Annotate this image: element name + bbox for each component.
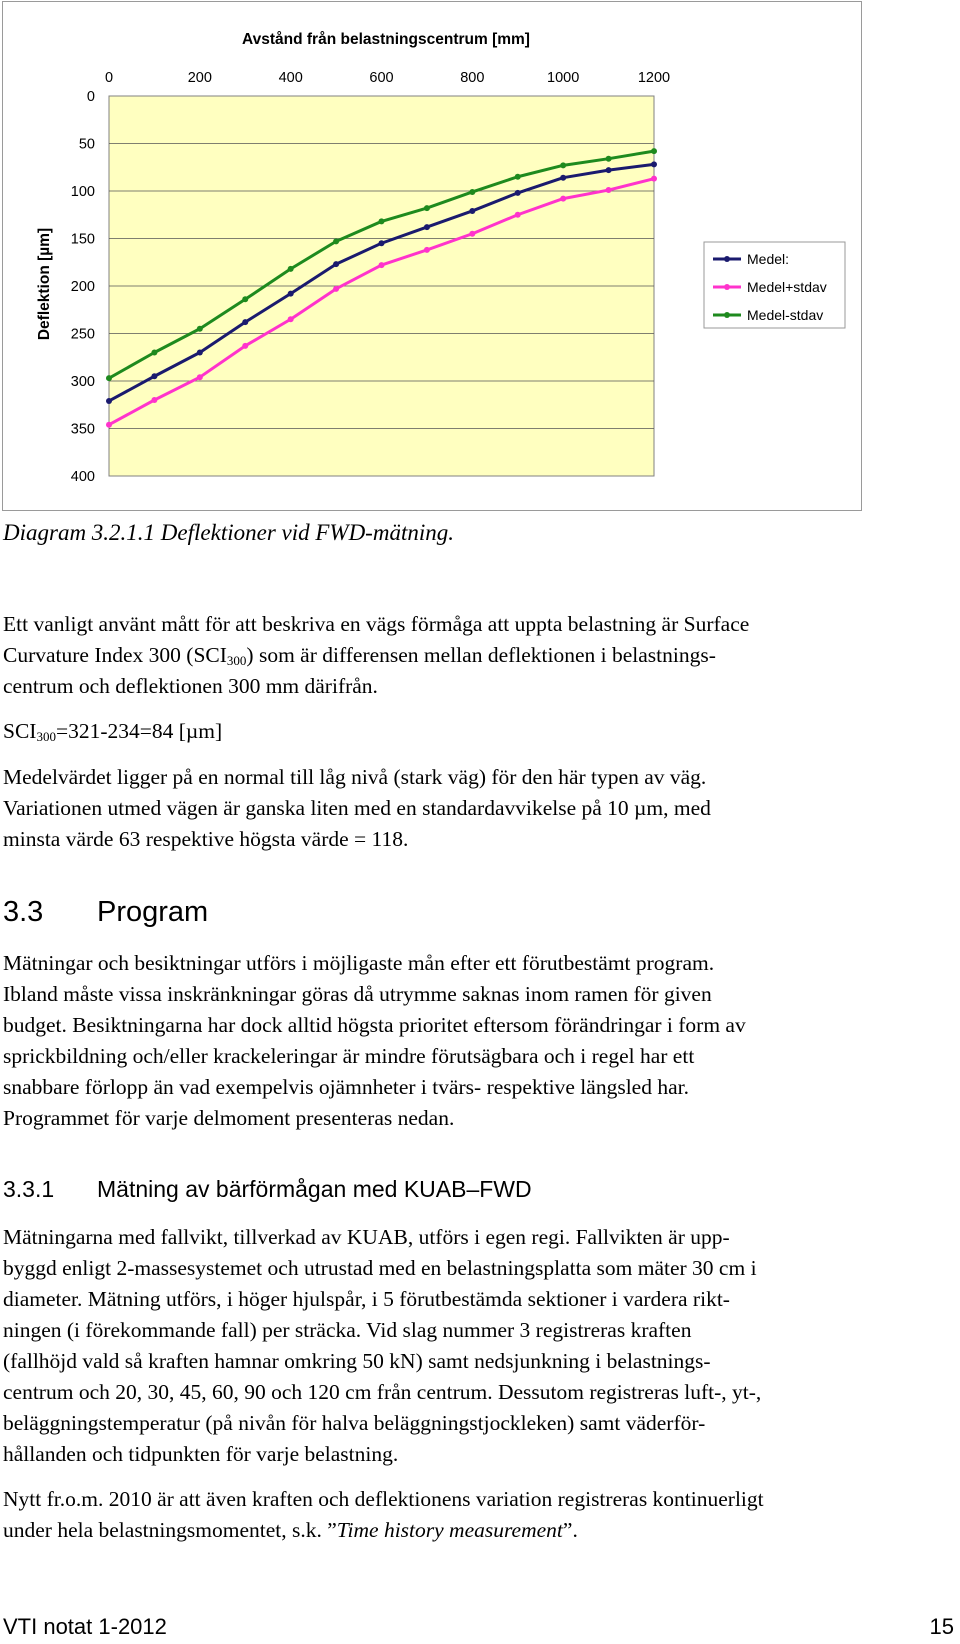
data-point [606, 156, 612, 162]
paragraph-medel [3, 762, 958, 855]
data-point [424, 247, 430, 253]
y-tick-label: 150 [70, 231, 95, 248]
text-line: centrum och 20, 30, 45, 60, 90 och 120 cm från centrum. Dessutom registreras luft-, yt-, [3, 1380, 762, 1404]
text-line: (fallhöjd vald så kraften hamnar omkring 50 kN) samt nedsjunkning i belastnings- [3, 1349, 711, 1373]
footer-left: VTI notat 1-2012 [3, 1614, 167, 1639]
data-point [197, 374, 203, 380]
y-tick-label: 0 [86, 89, 95, 105]
text-line: budget. Besiktningarna har dock alltid högsta prioritet eftersom förändringar i form av [3, 1013, 746, 1037]
data-point [379, 240, 385, 246]
data-point [515, 212, 521, 218]
data-point [560, 175, 566, 181]
text-line: hållanden och tidpunkten för varje belastning. [3, 1442, 399, 1466]
data-point [151, 373, 157, 379]
data-point [333, 261, 339, 267]
chart-svg [3, 2, 861, 510]
data-point [106, 422, 112, 428]
text-segment: under hela belastningsmomentet, s.k. ” [3, 1518, 337, 1542]
data-point [151, 397, 157, 403]
data-point [560, 196, 566, 202]
x-tick-label: 400 [278, 70, 303, 86]
text-line: Variationen utmed vägen är ganska liten med en standardavvikelse på 10 µm, med [3, 796, 711, 820]
text-line: snabbare förlopp än vad exempelvis ojämnheter i tvärs- respektive längsled har. [3, 1075, 689, 1099]
x-tick-label: 800 [460, 70, 485, 86]
chart-title: Avstånd från belastningscentrum [mm] [242, 31, 530, 48]
data-point [333, 286, 339, 292]
subsection-heading [3, 1176, 532, 1203]
data-point [424, 224, 430, 230]
legend-marker [724, 312, 730, 318]
data-point [106, 375, 112, 381]
text-line: Mätningar och besiktningar utförs i möjligaste mån efter ett förutbestämt program. [3, 951, 715, 975]
subsection-title: Mätning av bärförmågan med KUAB–FWD [97, 1176, 532, 1202]
data-point [651, 176, 657, 182]
text-line: Ett vanligt använt mått för att beskriva en vägs förmåga att uppta belastning är Surface [3, 612, 750, 636]
data-point [424, 205, 430, 211]
x-tick-label: 1200 [637, 70, 671, 86]
text-line: byggd enligt 2-massesystemet och utrustad med en belastningsplatta som mäter 30 cm i [3, 1256, 757, 1280]
text-line: Ibland måste vissa inskränkningar göras då utrymme saknas inom ramen för given [3, 982, 712, 1006]
data-point [651, 148, 657, 154]
y-tick-label: 50 [78, 136, 95, 153]
text-line: sprickbildning och/eller krackeleringar är mindre förutsägbara och i regel har ett [3, 1044, 695, 1068]
y-tick-label: 100 [70, 184, 95, 200]
subsection-number: 3.3.1 [3, 1176, 55, 1202]
y-tick-label: 250 [70, 326, 95, 343]
y-axis-label: Deflektion [µm] [36, 227, 53, 341]
data-point [288, 316, 294, 322]
text-line: beläggningstemperatur (på nivån för halva beläggningstjockleken) samt väderför- [3, 1411, 706, 1435]
data-point [515, 190, 521, 196]
data-point [242, 296, 248, 302]
data-point [515, 174, 521, 180]
figure-caption: Diagram 3.2.1.1 Deflektioner vid FWD-mätning. [3, 520, 454, 545]
text-line [3, 640, 958, 671]
data-point [288, 266, 294, 272]
formula-line [3, 716, 958, 747]
x-tick-label: 1000 [547, 70, 580, 86]
text-segment: ) som är differensen mellan deflektionen i belastnings- [246, 643, 716, 667]
text-line: centrum och deflektionen 300 mm därifrån. [3, 674, 378, 698]
text-line [3, 716, 958, 747]
data-point [606, 167, 612, 173]
text-line: Programmet för varje delmoment presenteras nedan. [3, 1106, 455, 1130]
data-point [333, 238, 339, 244]
data-point [379, 218, 385, 224]
paragraph-nytt [3, 1484, 958, 1546]
page-number: 15 [929, 1614, 954, 1639]
y-tick-label: 300 [70, 374, 95, 390]
legend-label: Medel+stdav [747, 279, 827, 295]
data-point [469, 208, 475, 214]
x-tick-label: 200 [187, 70, 212, 86]
data-point [197, 326, 203, 332]
data-point [288, 291, 294, 297]
text-segment: ”. [562, 1518, 578, 1542]
paragraph-program [3, 948, 958, 1134]
text-line: minsta värde 63 respektive högsta värde = 118. [3, 827, 409, 851]
legend-label: Medel: [747, 251, 790, 267]
data-point [560, 162, 566, 168]
legend [704, 242, 845, 328]
text-line: Nytt fr.o.m. 2010 är att även kraften och deflektionens variation registreras kontinuerligt [3, 1487, 764, 1511]
formula-sci: SCI [3, 719, 37, 743]
data-point [242, 319, 248, 325]
text-segment: Curvature Index 300 (SCI [3, 643, 227, 667]
y-tick-label: 400 [70, 469, 95, 485]
x-tick-label: 600 [369, 70, 394, 86]
section-number: 3.3 [3, 896, 44, 928]
text-line: Medelvärdet ligger på en normal till låg nivå (stark väg) för den här typen av väg. [3, 765, 707, 789]
data-point [242, 343, 248, 349]
text-line: Mätningarna med fallvikt, tillverkad av KUAB, utförs i egen regi. Fallvikten är upp- [3, 1225, 730, 1249]
data-point [469, 231, 475, 237]
data-point [469, 189, 475, 195]
data-point [197, 350, 203, 356]
paragraph-kuab [3, 1222, 958, 1470]
formula-value: =321-234=84 [µm] [55, 719, 223, 743]
deflection-chart [2, 1, 862, 511]
y-tick-label: 350 [70, 421, 95, 438]
data-point [151, 350, 157, 356]
data-point [379, 262, 385, 268]
y-tick-label: 200 [70, 279, 95, 295]
paragraph-sci [3, 609, 958, 702]
section-heading [3, 896, 208, 929]
legend-marker [724, 256, 730, 262]
x-tick-label: 0 [104, 70, 114, 86]
legend-label: Medel-stdav [747, 307, 824, 323]
italic-term: Time history measurement [336, 1518, 563, 1542]
data-point [651, 161, 657, 167]
data-point [606, 187, 612, 193]
section-title: Program [97, 896, 209, 928]
subscript: 300 [36, 729, 56, 744]
legend-marker [724, 284, 730, 290]
text-line [3, 1515, 958, 1546]
subscript: 300 [226, 653, 247, 668]
text-line: diameter. Mätning utförs, i höger hjulspår, i 5 förutbestämda sektioner i vardera rikt- [3, 1287, 730, 1311]
data-point [106, 398, 112, 404]
text-line: ningen (i förekommande fall) per sträcka. Vid slag nummer 3 registreras kraften [3, 1318, 692, 1342]
